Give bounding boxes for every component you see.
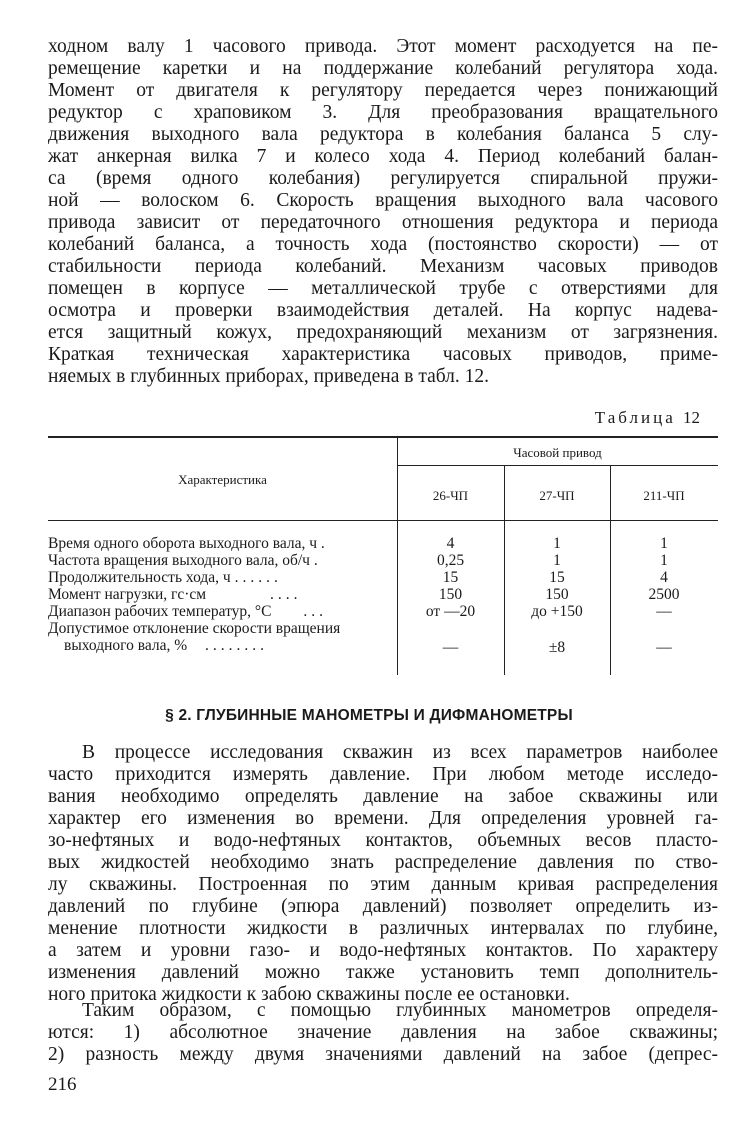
table-group-rule [397, 465, 718, 466]
text-line: а затем и уровни газо- и водо-нефтяных контактов. По характеру [48, 940, 718, 961]
row-label: Продолжительность хода, ч ...... [48, 569, 282, 586]
cell-value: 4 [446, 535, 455, 552]
header-col-27: 27-ЧП [539, 488, 575, 503]
row-label: выходного вала, % ........ [64, 637, 269, 654]
text-line: Момент от двигателя к регулятору передается через понижающий [48, 80, 718, 101]
cell-value: 150 [438, 586, 463, 603]
text-line: Таким образом, с помощью глубинных манометров определя- [82, 1000, 718, 1021]
cell-value: 4 [660, 569, 668, 586]
row-label: Допустимое отклонение скорости вращения [48, 620, 341, 637]
cell-value: 15 [442, 569, 459, 586]
text-line: ются: 1) абсолютное значение давления на забое скважины; [48, 1022, 718, 1043]
cell-value: 1 [660, 552, 668, 569]
cell-value: 1 [660, 535, 668, 552]
section-title: § 2. ГЛУБИННЫЕ МАНОМЕТРЫ И ДИФМАНОМЕТРЫ [165, 707, 573, 724]
header-clock-drive: Часовой привод [513, 445, 602, 460]
text-line: редуктор с храповиком 3. Для преобразования вращательного [48, 102, 718, 123]
text-line: лу скважины. Построенная по этим данным кривая распределения [48, 874, 718, 895]
text-line: зо-нефтяных и водо-нефтяных контактов, объемных весов пласто- [48, 830, 718, 851]
header-col-26: 26-ЧП [432, 488, 469, 503]
text-line: движения выходного вала редуктора в колебания баланса 5 слу- [48, 124, 718, 145]
text-line: жат анкерная вилка 7 и колесо хода 4. Период колебаний балан- [48, 146, 718, 167]
text-line: изменения давлений можно также установить темп дополнитель- [48, 962, 718, 983]
text-line: В процессе исследования скважин из всех параметров наиболее [82, 742, 718, 763]
text-line: ремещение каретки и на поддержание колебаний регулятора хода. [48, 58, 718, 79]
text-line: няемых в глубинных приборах, приведена в табл. 12. [48, 366, 490, 387]
paragraph-pressure-gauges [48, 1000, 718, 1066]
cell-value: 1 [553, 535, 561, 552]
text-line: ной — волоском 6. Скорость вращения выходного вала часового [48, 190, 718, 211]
text-line: часто приходится измерять давление. При любом методе исследо- [48, 764, 718, 785]
cell-value: 1 [553, 552, 561, 569]
page-number: 216 [48, 1074, 77, 1095]
paragraph-pressure-measurement [48, 742, 718, 1006]
text-line: ходном валу 1 часового привода. Этот момент расходуется на пе- [48, 36, 718, 57]
text-line: характер его изменения во времени. Для определения уровней га- [48, 808, 718, 829]
cell-value: до +150 [531, 603, 583, 620]
text-line: вания необходимо определять давление на забое скважины или [48, 786, 718, 807]
text-line: са (время одного колебания) регулируется спиральной пружи- [48, 168, 718, 189]
table-header-rule [48, 520, 718, 521]
cell-value: ±8 [548, 639, 566, 656]
cell-value: 0,25 [436, 552, 465, 569]
cell-value: 150 [545, 586, 569, 603]
text-line: осмотра и проверки взаимодействия деталей. На корпус надева- [48, 300, 718, 321]
text-line: привода зависит от передаточного отношения редуктора и периода [48, 212, 718, 233]
row-label: Частота вращения выходного вала, об/ч . [48, 552, 322, 569]
cell-value: 15 [549, 569, 565, 586]
table-caption-number: 12 [683, 408, 700, 427]
text-line: давлений по глубине (эпюра давлений) позволяет определить из- [48, 896, 718, 917]
row-label: Время одного оборота выходного вала, ч . [48, 535, 329, 552]
text-line: стабильности периода колебаний. Механизм часовых приводов [48, 256, 718, 277]
text-line: вых жидкостей необходимо знать распределение давления по ство- [48, 852, 718, 873]
table-top-rule [48, 436, 718, 438]
cell-value: — [442, 639, 459, 656]
row-label: Диапазон рабочих температур, °С ... [48, 603, 327, 620]
text-line: 2) разность между двумя значениями давлений на забое (депрес- [48, 1044, 718, 1065]
header-col-211: 211-ЧП [643, 488, 685, 503]
text-line: ется защитный кожух, предохраняющий механизм от загрязнения. [48, 322, 718, 343]
cell-value: — [656, 639, 672, 656]
cell-value: — [656, 603, 672, 620]
paragraph-clock-drive [48, 36, 718, 388]
text-line: ного притока жидкости к забою скважины после ее остановки. [48, 984, 570, 1005]
row-label: Момент нагрузки, гс·см .... [48, 586, 302, 603]
table-caption [595, 408, 700, 428]
header-characteristic: Характеристика [178, 472, 267, 487]
text-line: колебаний баланса, а точность хода (постоянство скорости) — от [48, 234, 718, 255]
text-line: помещен в корпусе — металлической трубе с отверстиями для [48, 278, 718, 299]
table-caption-word: Таблица [594, 408, 676, 427]
text-line: Краткая техническая характеристика часовых приводов, приме- [48, 344, 718, 365]
cell-value: от —20 [425, 603, 476, 620]
cell-value: 2500 [648, 586, 680, 603]
text-line: менение плотности жидкости в различных интервалах по глубине, [48, 918, 718, 939]
